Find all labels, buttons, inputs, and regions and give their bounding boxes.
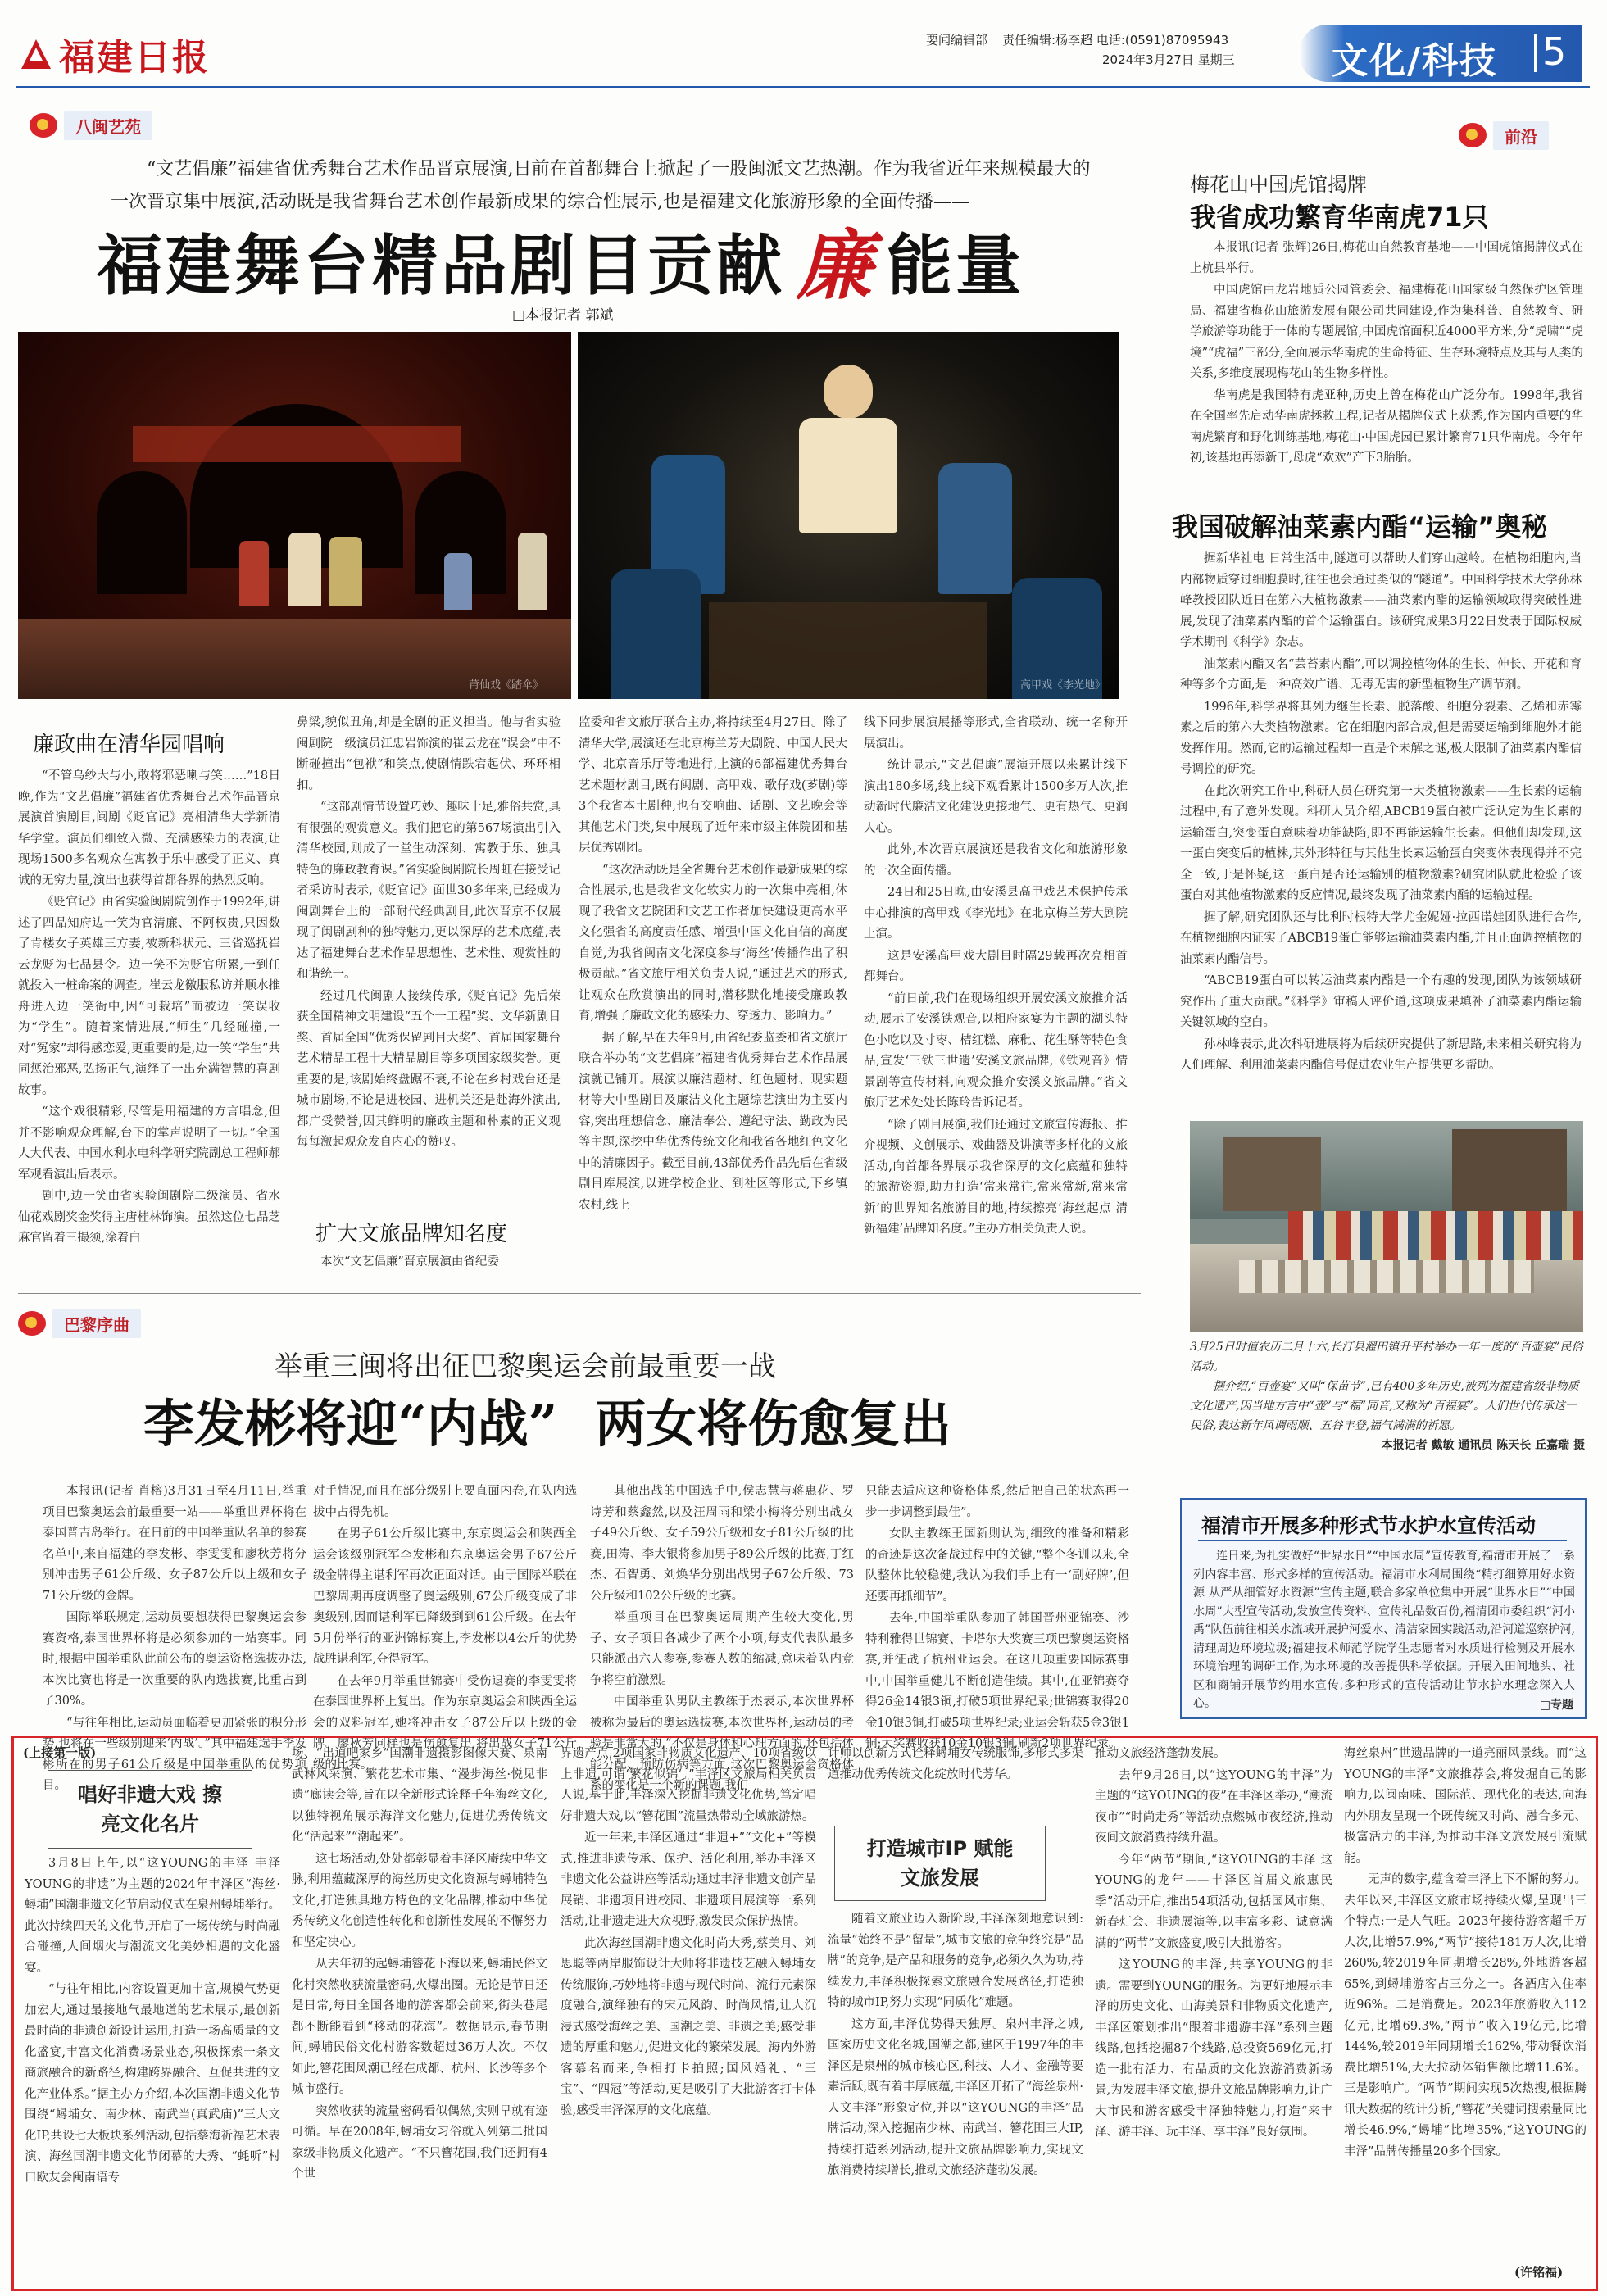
section-badge-icon — [18, 1311, 46, 1336]
feature-column-4 — [828, 1744, 1083, 1819]
paragraph: 计师以创新方式诠释蟳埔女传统服饰,多形式多渠道推动优秀传统文化绽放时代芳华。 — [828, 1747, 1083, 1781]
paragraph: 3月8日上午,以“这YOUNG的丰泽 丰泽YOUNG的非遗”为主题的2024年丰泽区“海丝·蟳埔”国潮非遗文化节启动仪式在泉州蟳埔举行。此次持续四天的文化节,开启了一场传统与时尚融合碰撞,人间烟火与潮流文化美妙相遇的文化盛宴。 — [25, 1857, 280, 1975]
section-label: 八闽艺苑 — [64, 111, 152, 140]
sport-headline — [143, 1383, 951, 1456]
paragraph: “前日前,我们在现场组织开展安溪文旅推介活动,展示了安溪铁观音,以相府家宴为主题的湖头特色小吃以及寸枣、桔红糕、麻秕、花生酥等特色食品,宣发‘三铁三世遗’安溪文旅品牌,《铁观音》情景剧等宣传材料,向观众推介安溪文旅品牌。”省文旅厅艺术处处长陈玲告诉记者。 — [864, 991, 1128, 1109]
rapeseed-headline: 我国破解油菜素内酯“运输”奥秘 — [1172, 511, 1548, 542]
feature-column-2 — [292, 1744, 547, 2280]
headline-part-1: 福建舞台精品剧目贡献 — [97, 227, 785, 304]
feature-column-1 — [25, 1854, 280, 2280]
paragraph: 今年“两节”期间,“这YOUNG的丰泽 这YOUNG的龙年——丰泽区首届文旅惠民季”活动开启,推出54项活动,包括国风市集、新春灯会、非遗展演等,以丰富多彩、诚意满满的“两节”文旅盛宴,吸引大批游客。 — [1095, 1853, 1332, 1950]
photo-credit: 本报记者 戴敏 通讯员 陈天长 丘嘉瑞 摄 — [1381, 1439, 1585, 1452]
opera-headline — [97, 215, 1080, 310]
paragraph: 统计显示,“文艺倡廉”展演开展以来累计线下演出180多场,线上线下观看累计1500多万人次,推动新时代廉洁文化建设更接地气、更有热气、更润人心。 — [864, 759, 1128, 835]
paragraph: 举重项目在巴黎奥运周期产生较大变化,男子、女子项目各减少了两个小项,每支代表队最多只能派出六人参赛,参赛人数的缩减,意味着队内竞争将空前激烈。 — [590, 1611, 854, 1687]
water-box — [1180, 1498, 1587, 1719]
paragraph: 去年9月26日,以“这YOUNG的丰泽”为主题的“这YOUNG的夜”在丰泽区举办,“潮流夜市”“时尚走秀”等活动点燃城市夜经济,推动夜间文旅消费持续升温。 — [1095, 1768, 1332, 1845]
masthead-rule — [16, 86, 1590, 88]
subhead-text: 打造城市IP 赋能文旅发展 — [866, 1837, 1014, 1890]
paragraph: 只能去适应这种资格体系,然后把自己的状态再一步一步调整到最佳”。 — [865, 1485, 1129, 1519]
opera-intro: “文艺倡廉”福建省优秀舞台艺术作品晋京展演,日前在首都舞台上掀起了一股闽派文艺热潮。作为我省近年来规模最大的一次晋京集中展演,活动既是我省舞台艺术创作最新成果的综合性展示,也是福建文化旅游形象的全面传播—— — [111, 159, 1091, 212]
paragraph: “这次活动既是全省舞台艺术创作最新成果的综合性展示,也是我省文化软实力的一次集中亮相,体现了我省文艺院团和文艺工作者加快建设更高水平文化强省的高度责任感、增强中国文化自信的高度自觉,为我省闽南文化深度参与‘海丝’传播作出了积极贡献。”省文旅厅相关负责人说,“通过艺术的形式,让观众在欣赏演出的同时,潜移默化地接受廉政教育,增强了廉政文化的感染力、穿透力、影响力。” — [579, 863, 847, 1023]
paragraph: 海丝泉州”世遗品牌的一道亮丽风景线。而“这YOUNG的丰泽”文旅推荐会,将发掘自己的影响力,以闽南味、国际范、现代化的表达,向海内外朋友呈现一个既传统又时尚、融合多元、极富活力的丰泽,为推动丰泽文旅发展引流赋能。 — [1344, 1747, 1587, 1865]
paragraph: 据了解,研究团队还与比利时根特大学尤金妮娅·拉西诺娃团队进行合作,在植物细胞内证实了ABCB19蛋白能够运输油菜素内酯,并且正面调控植物的油菜素内酯信号。 — [1180, 910, 1582, 966]
tiger-kicker: 梅花山中国虎馆揭牌 — [1190, 173, 1367, 196]
paragraph: 去年,中国举重队参加了韩国晋州亚锦赛、沙特利雅得世锦赛、卡塔尔大奖赛三项巴黎奥运资格赛,并征战了杭州亚运会。在这几项重要国际赛事中,中国举重健儿不断创造佳绩。其中,在亚锦赛夺得26金14银3铜,打破5项世界纪录;世锦赛取得20金10银3铜,打破5项世界纪录;亚运会斩获5金3银1铜;大奖赛收获10金10银3铜,刷新2项世界纪录。 — [865, 1612, 1129, 1750]
paragraph: 这是安溪高甲戏大剧目时隔29载再次亮相首都舞台。 — [864, 949, 1128, 983]
section-badge-icon — [1459, 123, 1487, 147]
page-number: 5 — [1542, 29, 1567, 74]
paragraph: 油菜素内酯又名“芸苔素内酯”,可以调控植物体的生长、伸长、开花和育种等多个方面,是一种高效广谱、无毒无害的新型植物生产调节剂。 — [1180, 657, 1582, 692]
paragraph: 此外,本次晋京展演还是我省文化和旅游形象的一次全面传播。 — [864, 843, 1128, 878]
feature-subhead-2 — [834, 1826, 1046, 1901]
opera-column-2 — [297, 713, 561, 1213]
feature-column-4b — [828, 1909, 1083, 2280]
section-tag-paris — [18, 1309, 141, 1337]
feature-credit: (许铭福) — [1514, 2265, 1564, 2280]
section-tag-art — [30, 111, 152, 139]
photo-2-caption: 高甲戏《李光地》 — [1020, 679, 1106, 692]
paragraph: 华南虎是我国特有虎亚种,历史上曾在梅花山广泛分布。1998年,我省在全国率先启动华南虎拯救工程,记者从揭牌仪式上获悉,作为国内重要的华南虎繁育和野化训练基地,梅花山·中国虎园已累计繁育71只华南虎。今年年初,该基地再添新丁,母虎“欢欢”产下3胎胎。 — [1190, 388, 1583, 465]
issue-date: 2024年3月27日 星期三 — [1102, 52, 1235, 67]
opera-column-4 — [864, 713, 1128, 1278]
paragraph: 这方面,丰泽优势得天独厚。泉州丰泽之城,国家历史文化名城,国潮之都,建区于1997年的丰泽区是泉州的城市核心区,科技、人才、金融等要素活跃,既有着丰厚底蕴,丰泽区开拓了“海丝泉州·人文丰泽”形象定位,并以“这YOUNG的丰泽”品牌活动,深入挖掘南少林、南武当、簪花围三大IP,持续打造系列活动,提升文旅品牌影响力,实现文旅消费持续增长,推动文旅经济蓬勃发展。 — [828, 2017, 1083, 2177]
paragraph: 1996年,科学界将其列为继生长素、脱落酸、细胞分裂素、乙烯和赤霉素之后的第六大类植物激素。它在细胞内部合成,但是需要运输到细胞外才能发挥作用。然而,它的运输过程却一直是个未解之谜,极大限制了油菜素内酯信号调控的研究。 — [1180, 700, 1582, 776]
paragraph: 随着文旅业迈入新阶段,丰泽深刻地意识到:流量“始终不是”留量”,城市文旅的竞争终究是“品牌”的竞争,是产品和服务的竞争,必须久久为功,持续发力,丰泽积极探索文旅融合发展路径,打造独特的城市IP,努力实现“同质化”难题。 — [828, 1913, 1083, 2009]
paragraph: 在此次研究工作中,科研人员在研究第一大类植物激素——生长素的运输过程中,有了意外发现。科研人员介绍,ABCB19蛋白被广泛认定为生长素的运输蛋白,突变蛋白意味着功能缺陷,即不再能运输生长素。但他们却发现,这一蛋白突变后的植株,其外形特征与其他生长素运输蛋白突变体表现得并不完全一致,于是怀疑,这一蛋白是否还运输别的植物激素?研究团队就此检验了该蛋白对其他植物激素的反应情况,最终发现了油菜素内酯的运输过程。 — [1180, 784, 1582, 902]
paragraph: 本报讯(记者 肖榕)3月31日至4月11日,举重项目巴黎奥运会前最重要一站——举重世界杯将在泰国普吉岛举行。在日前的中国举重队名单的参赛名单中,来自福建的李发彬、李雯雯和廖秋芳将分别冲击男子61公斤级、女子87公斤以上级和女子71公斤级的金牌。 — [43, 1485, 306, 1603]
paragraph: 监委和省文旅厅联合主办,将持续至4月27日。除了清华大学,展演还在北京梅兰芳大剧院、中国人民大学、北京音乐厅等地进行,上演的6部福建优秀舞台艺术题材剧目,既有闽剧、高甲戏、歌仔戏(芗剧)等3个我省本土剧种,也有交响曲、话剧、文艺晚会等其他艺术门类,集中展现了近年来市级主体院团和基层优秀剧团。 — [579, 716, 847, 855]
section-badge-icon — [30, 113, 57, 138]
paragraph: 在男子61公斤级比赛中,东京奥运会和陕西全运会该级别冠军李发彬和东京奥运会男子67公斤级金牌得主谌利军再次正面对话。由于国际举联在巴黎周期再度调整了奥运级别,67公斤级变成了非奥级别,因而谌利军已降级到到61公斤级。在去年5月份举行的亚洲锦标赛上,李发彬以4公斤的优势战胜谌利军,夺得冠军。 — [313, 1527, 577, 1666]
opera-column-2-tail — [297, 1252, 561, 1273]
paragraph: 在去年9月举重世锦赛中受伤退赛的李雯雯将在泰国世界杯上复出。作为东京奥运会和陕西全运会的双料冠军,她将冲击女子87公斤以上级的金牌。廖秋芳同样也是伤愈复出,将出战女子71公斤级的比赛。 — [313, 1674, 577, 1772]
paragraph: 《贬官记》由省实验闽剧院创作于1992年,讲述了四品知府边一笑为官清廉、不阿权贵,只因数了肯楼女子英雄三方妻,被新科状元、三省巡抚崔云龙贬为七品县令。边一笑不为贬官所累,一到任就投入一桩命案的调查。崔云龙徼服私访并顺水推舟进入边一笑衙中,因“可栽培”而被边一笑误收为“学生”。随着案情进展,“师生”几经碰撞,一对“冤家”却得感恋爱,更重要的是,边一笑“学生”共同惩治邪恶,弘扬正气,演绎了一出充满智慧的喜剧故事。 — [18, 896, 280, 1097]
tiger-body — [1190, 238, 1583, 508]
paragraph: 这七场活动,处处都彰显着丰泽区赓续中华文脉,利用蕴藏深厚的海丝历史文化资源与蟳埔特色文化,打造独具地方特色的文化品牌,推动中华优秀传统文化创造性转化和创新性发展的不懈努力和坚定决心。 — [292, 1852, 547, 1949]
paragraph: 女队主教练王国新则认为,细致的准备和精彩的奇迹是这次备战过程中的关键,“整个冬训以来,全队整体比较稳健,我认为我们手上有一‘副好牌’,但还要再抓细节”。 — [865, 1527, 1129, 1604]
sport-column-4 — [865, 1482, 1129, 1750]
paragraph: 近一年来,丰泽区通过“非遗+”“文化+”等模式,推进非遗传承、保护、活化利用,举办丰泽区非遗文化公益讲座等活动;通过丰泽非遗文创产品展销、非遗项目进校园、非遗项目展演等一系列活动,让非遗走进大众视野,激发民众保护热情。 — [561, 1831, 816, 1928]
paragraph: 国际举联规定,运动员要想获得巴黎奥运会参赛资格,泰国世界杯将是必须参加的一站赛事。同时,根据中国举重队此前公布的奥运资格选拔办法,本次比赛也将是一次重要的队内选拔赛,比重占到了30%。 — [43, 1611, 306, 1708]
paragraph: 中国举重队男队主教练于杰表示,本次世界杯被称为最后的奥运选拔赛,本次世界杯,运动员的考验是非常大的,“不仅是身体和心理方面的,还包括体能分配、预防伤病等方面,这次巴黎奥运会资格体系的变化是一个新的课题,我们 — [590, 1695, 854, 1792]
opera-byline: □本报记者 郭斌 — [512, 307, 614, 324]
feature-continued: (上接第一版) — [23, 1745, 97, 1760]
paragraph: 线下同步展演展播等形式,全省联动、统一名称开展演出。 — [864, 716, 1128, 751]
paragraph: 推动文旅经济蓬勃发展。 — [1095, 1747, 1226, 1760]
sport-headline-b: 两女将伤愈复出 — [595, 1394, 951, 1454]
caption-line: 3月25日时值农历二月十六,长汀县濯田镇升平村举办一年一度的“百壶宴”民俗活动。 — [1190, 1341, 1583, 1373]
editor-label: 责任编辑:杨李超 电话:(0591)87095943 — [1002, 33, 1229, 48]
paragraph: 本报讯(记者 张辉)26日,梅花山自然教育基地——中国虎馆揭牌仪式在上杭县举行。 — [1190, 241, 1583, 275]
paragraph: 无声的数字,蕴含着丰泽上下不懈的努力。去年以来,丰泽区文旅市场持续火爆,呈现出三个特点:一是人气旺。2023年接待游客超千万人次,比增57.9%,“两节”接待181万人次,比增260%,较2019年同期增长28%,外地游客超65%,到蟳埔游客占三分之一。各酒店入住率近96%。二是消费足。2023年旅游收入112亿元,比增69.3%,“两节”收入19亿元,比增144%,较2019年同期增长162%,带动餐饮消费比增51%,大大拉动体销售额比增11.6%。三是影响广。“两节”期间实现5次热搜,根据腾讯大数据的统计分析,“簪花”关键词搜索量同比增长46.9%,“蟳埔”比增35%,“这YOUNG的丰泽”品牌传播量20多个国家。 — [1344, 1873, 1587, 2158]
water-credit: □专题 — [1539, 1699, 1573, 1712]
tiger-headline: 我省成功繁育华南虎71只 — [1190, 202, 1489, 233]
paragraph: 经过几代闽剧人接续传承,《贬官记》先后荣获全国精神文明建设“五个一工程”奖、文华新剧目奖、首届全国“优秀保留剧目大奖”、首届国家舞台艺术精品工程十大精品剧目等多项国家级奖誉。更重要的是,该剧始终盘踞不衰,不论在乡村戏台还是城市剧场,不论是进校园、进机关还是赴海外演出,都广受赞誉,因其鲜明的廉政主题和朴素的正义观每每激起观众发自内心的赞叹。 — [297, 989, 561, 1149]
paragraph: 场、“出道吧家乡”国潮非遗摄影图像大赛、泉南武林风采演、繁花艺术市集、“漫步海丝·悦见非遗”廊读会等,旨在以全新形式诠释千年海丝文化,以独特视角展示海洋文化魅力,促进优秀传统文化“活起来”“潮起来”。 — [292, 1747, 547, 1844]
banquet-photo — [1190, 1121, 1583, 1332]
opera-subhead-2: 扩大文旅品牌知名度 — [315, 1222, 508, 1246]
feature-column-6 — [1344, 1744, 1587, 2260]
paragraph: 剧中,边一笑由省实验闽剧院二级演员、省水仙花戏剧奖金奖得主唐桂林饰演。虽然这位七品芝麻官留着三撮须,涂着白 — [18, 1190, 280, 1245]
feature-column-3 — [561, 1744, 816, 2280]
paragraph: “这部剧情节设置巧妙、趣味十足,雅俗共赏,具有很强的观赏意义。我们把它的第567场演出引入清华校园,则成了一堂生动深刻、寓教于乐、独具特色的廉政教育课。”省实验闽剧院长周虹在接受记者采访时表示,《贬官记》面世30多年来,已经成为闽剧舞台上的一部耐代经典剧目,此次晋京不仅展现了闽剧剧种的独特魅力,更以深厚的艺术底蕴,表达了福建舞台艺术作品思想性、艺术性、观赏性的和谐统一。 — [297, 801, 561, 981]
paragraph: 鼻梁,貌似丑角,却是全剧的正义担当。他与省实验闽剧院一级演员江忠岩饰演的崔云龙在“误会”中不断碰撞出“包袱”和笑点,使剧情跌宕起伏、环环相扣。 — [297, 716, 561, 792]
logo-text: 福建日报 — [59, 37, 210, 79]
opera-photo-2 — [578, 332, 1119, 699]
paragraph: “除了剧目展演,我们还通过文旅宣传海报、推介视频、文创展示、戏曲器及讲演等多样化的文旅活动,向首都各界展示我省深厚的文化底蕴和独特的旅游资源,助力打造‘常来常往,常来常新,常来常新’的世界知名旅游目的地,持续擦亮‘海丝起点 清新福建’品牌知名度。”主办方相关负责人说。 — [864, 1118, 1128, 1236]
paragraph: 连日来,为扎实做好“世界水日”“中国水周”宣传教育,福清市开展了一系列内容丰富、形式多样的宣传活动。福清市水利局围绕“精打细算用好水资源 从严从细管好水资源”宣传主题,联合多家单位集中开展“世界水日”“中国水周”大型宣传活动,发放宣传资料、宣传礼品数百份,福清团市委组织“河小禹”队伍前往相关水流域开展护河爱水、清洁家园实践活动,沿河道巡察护河,清理周边环境垃圾;福建技术师范学院学生志愿者对水质进行检测及开展水环境治理的调研工作,为水环境的改善提供科学依据。开展入田间地头、社区和商铺开展节约用水宣传,多种形式的宣传活动让节水护水理念深入人心。 — [1193, 1550, 1575, 1710]
section-name: 文化/科技 — [1332, 40, 1498, 82]
paragraph: 对手情况,而且在部分级别上要直面内卷,在队内选拔中占得先机。 — [313, 1485, 577, 1519]
opera-subhead-1: 廉政曲在清华园唱响 — [33, 733, 225, 757]
section-tag-frontier — [1459, 121, 1549, 149]
banquet-caption — [1190, 1337, 1585, 1455]
sport-headline-a: 李发彬将迎“内战” — [143, 1394, 558, 1454]
logo — [18, 28, 210, 80]
section-label: 前沿 — [1493, 121, 1549, 150]
paragraph: 此次海丝国潮非遗文化时尚大秀,蔡美月、刘思聪等两岸服饰设计大师将非遗技艺融入蟳埔女传统服饰,巧妙地将非遗与现代时尚、流行元素深度融合,演绎独有的宋元风韵、时尚风情,让人沉浸式感受海丝之美、国潮之美、非遗之美;感受非遗的厚重和魅力,促进文化的繁荣发展。海内外游客慕名而来,争相打卡拍照;国风婚礼、“三宝”、“四冠”等活动,更是吸引了大批游客打卡体验,感受丰泽深厚的文化底蕴。 — [561, 1936, 816, 2117]
masthead — [0, 0, 1607, 90]
logo-icon — [18, 36, 54, 72]
rapeseed-body — [1180, 549, 1582, 1119]
paragraph: 突然收获的流量密码看似偶然,实则早就有迹可循。早在2008年,蟳埔女习俗就入列第二批国家级非物质文化遗产。“不只簪花围,我们还拥有4个世 — [292, 2104, 547, 2180]
caption-line-2: 据介绍,“百壶宴”又叫“保苗节”,已有400多年历史,被列为福建省级非物质文化遗产,因当地方言中“壶”与“福”同音,又称为“百福宴”。人们世代传承这一民俗,表达新年风调雨顺、五谷丰登,福气满满的祈愿。 — [1190, 1380, 1579, 1432]
dept-label: 要闻编辑部 — [926, 33, 988, 48]
feature-subhead-1 — [48, 1770, 252, 1849]
paragraph: “与往年相比,内容设置更加丰富,规模气势更加宏大,通过最接地气最地道的艺术展示,最创新最时尚的非遗创新设计运用,打造一场高质量的文化盛宴,丰富文化消费场景业态,积极探索一条文商旅融合的新路径,构建跨界融合、互促共进的文化产业体系。”据主办方介绍,本次国潮非遗文化节围绕“蟳埔女、南少林、南武当(真武庙)”三大文化IP,共设七大板块系列活动,包括蔡海祈福艺术表演、海丝国潮非遗文化节闭幕的大秀、“蚝听”村口欧友会闽南语专 — [25, 1983, 280, 2185]
paragraph: 据了解,早在去年9月,由省纪委监委和省文旅厅联合举办的“文艺倡廉”福建省优秀舞台艺术作品展演就已铺开。展演以廉洁题材、红色题材、现实题材等大中型剧目及廉洁文化主题综艺演出为主要内容,突出理想信念、廉洁奉公、遵纪守法、勤政为民等主题,深挖中华优秀传统文化和我省各地红色文化中的清廉因子。截至目前,43部优秀作品先后在省级剧目库展演,以进学校企业、到社区等形式,下乡镇农村,线上 — [579, 1031, 847, 1212]
paragraph: “不管乌纱大与小,敢将邪恶喇与笑……”18日晚,作为“文艺倡廉”福建省优秀舞台艺术作品晋京展演首演剧目,闽剧《贬官记》亮相清华大学新清华学堂。演员们细致入微、充满感染力的表演,让现场1500多名观众在寓教于乐中感受了正义、真诚的无穷力量,演出也获得首都各界的热烈反响。 — [18, 769, 280, 887]
paragraph: 孙林峰表示,此次科研进展将为后续研究提供了新思路,未来相关研究将为人们理解、利用油菜素内酯信号促进农业生产提供更多帮助。 — [1180, 1037, 1582, 1072]
paragraph: “与往年相比,运动员面临着更加紧张的积分形势,也将在一些级别迎来‘内战’。”其中福建选手李发彬所在的男子61公斤级是中国举重队的优势项目。 — [43, 1716, 306, 1792]
paragraph: 中国虎馆由龙岩地质公园管委会、福建梅花山国家级自然保护区管理局、福建省梅花山旅游发展有限公司共同建设,作为集科普、自然教育、研学旅游等功能于一体的专题展馆,中国虎馆面积近4000平方米,分“虎啸”“虎境”“虎福”三部分,全面展示华南虎的生命特征、生存环境特点及其与人类的关系,多维度展现梅花山的生物多样性。 — [1190, 284, 1583, 380]
paragraph: 据新华社电 日常生活中,隧道可以帮助人们穿山越岭。在植物细胞内,当内部物质穿过细胞膜时,往往也会通过类似的“隧道”。中国科学技术大学孙林峰教授团队近日在第六大植物激素——油菜素内酯的运输领域取得突破性进展,发现了油菜素内酯的首个运输蛋白。该研究成果3月22日发表于国际权威学术期刊《科学》杂志。 — [1180, 552, 1582, 649]
sport-kicker: 举重三闽将出征巴黎奥运会前最重要一战 — [275, 1350, 776, 1383]
opera-column-3 — [579, 713, 847, 1278]
sport-column-2 — [313, 1482, 577, 1772]
headline-accent-char: 廉 — [797, 221, 876, 310]
paragraph: 从去年初的起蟳埔簪花下海以来,蟳埔民俗文化村突然收获流量密码,火爆出圈。无论是节日还是日常,每日全国各地的游客都会前来,街头巷尾都不断能看到“移动的花海”。数据显示,春节期间,蟳埔民俗文化村游客数超过36万人次。不仅如此,簪花围风潮已经在成都、杭州、长沙等多个城市盛行。 — [292, 1958, 547, 2096]
photo-1-caption: 莆仙戏《踏伞》 — [469, 679, 544, 692]
paragraph: 24日和25日晚,由安溪县高甲戏艺术保护传承中心排演的高甲戏《李光地》在北京梅兰芳大剧院上演。 — [864, 886, 1128, 941]
opera-column-1 — [18, 766, 280, 1291]
headline-part-2: 能量 — [887, 227, 1025, 304]
section-label: 巴黎序曲 — [52, 1309, 141, 1338]
subhead-text: 唱好非遗大戏 擦亮文化名片 — [77, 1783, 223, 1835]
paragraph: “这个戏很精彩,尽管是用福建的方言唱念,但并不影响观众理解,台下的掌声说明了一切。”全国人大代表、中国水利水电科学研究院副总工程师郝军观看演出后表示。 — [18, 1105, 280, 1182]
water-headline: 福清市开展多种形式节水护水宣传活动 — [1201, 1514, 1536, 1537]
feature-column-5 — [1095, 1744, 1332, 2280]
paragraph: 这YOUNG的丰泽,共享YOUNG的非遗。需要到YOUNG的服务。为更好地展示丰泽的历史文化、山海美景和非物质文化遗产,丰泽区策划推出“跟着非遗游丰泽”系列主题线路,包括挖掘87个线路,总投资569亿元,打造一批有活力、有品质的文化旅游消费新场景,为发展丰泽文旅,提升文旅品牌影响力,让广大市民和游客感受丰泽独特魅力,打造“来丰泽、游丰泽、玩丰泽、享丰泽”良好氛围。 — [1095, 1958, 1332, 2139]
opera-photo-1 — [18, 332, 571, 699]
paragraph: “ABCB19蛋白可以转运油菜素内酯是一个有趣的发现,团队为该领域研究作出了重大贡献。”《科学》审稿人评价道,这项成果填补了油菜素内酯运输关键领域的空白。 — [1180, 974, 1582, 1029]
paragraph: 其他出战的中国选手中,侯志慧与蒋惠花、罗诗芳和蔡鑫然,以及汪周雨和梁小梅将分别出战女子49公斤级、女子59公斤级和女子81公斤级的比赛,田涛、李大银将参加男子89公斤级的比赛,丁红杰、石智勇、刘焕华分别出战男子67公斤级、73公斤级和102公斤级的比赛。 — [590, 1485, 854, 1603]
divider — [18, 1293, 1141, 1294]
paragraph: 界遗产点,2项国家非物质文化遗产、10项省级以上非遗,可谓‘繁花似锦’。”丰泽区文旅局相关负责人说,基于此,丰泽深入挖掘非遗文化优势,笃定唱好非遗大戏,以“簪花围”流量热带动全域旅游热。 — [561, 1747, 816, 1823]
paragraph: 本次“文艺倡廉”晋京展演由省纪委 — [320, 1255, 499, 1268]
